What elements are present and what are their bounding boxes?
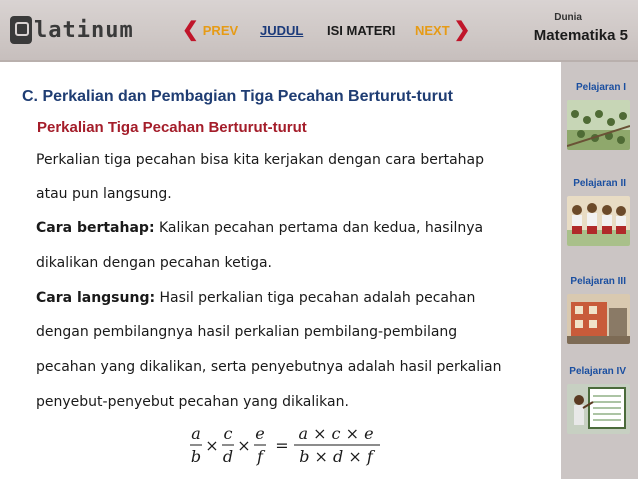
- formula-f: f: [257, 447, 263, 466]
- content-area: [0, 62, 561, 479]
- sidebar-item-pelajaran-4[interactable]: [561, 366, 638, 377]
- chart-board-scene-icon: [567, 384, 630, 434]
- prev-button[interactable]: [182, 18, 238, 42]
- sub-heading: Perkalian Tiga Pecahan Berturut-turut: [37, 119, 307, 136]
- isi-materi-link[interactable]: [327, 18, 395, 42]
- building-scene-icon: [567, 294, 630, 344]
- result-denominator: b × d × f: [299, 447, 373, 466]
- formula-c: c: [223, 424, 233, 443]
- sidebar-item-pelajaran-3[interactable]: [561, 276, 638, 287]
- formula-d: d: [222, 447, 234, 466]
- sidebar-item-pelajaran-2[interactable]: [561, 178, 638, 189]
- platinum-logo: [10, 14, 134, 46]
- farm-scene-icon: [567, 100, 630, 150]
- fraction-formula: [190, 422, 390, 472]
- paragraph-line: penyebut-penyebut pecahan yang dikalikan.: [36, 394, 349, 410]
- next-button[interactable]: [415, 18, 470, 42]
- sidebar-item-pelajaran-1[interactable]: [561, 82, 638, 93]
- book-title-main: Matematika 5: [533, 27, 628, 44]
- sidebar-item-label: Pelajaran I: [575, 82, 626, 93]
- cara-bertahap-label: Cara bertahap:: [36, 220, 155, 236]
- formula-e: e: [255, 424, 265, 443]
- formula-a: a: [191, 424, 201, 443]
- paragraph-line: dengan pembilangnya hasil perkalian pembilang-pembilang: [36, 324, 458, 340]
- logo-mark-icon: [10, 16, 32, 44]
- sidebar-item-label: Pelajaran II: [573, 178, 626, 189]
- formula-b: b: [190, 447, 202, 466]
- paragraph-line: atau pun langsung.: [36, 186, 172, 202]
- paragraph-text: Hasil perkalian tiga pecahan adalah pecahan: [155, 290, 476, 306]
- book-title-small: Dunia: [554, 12, 582, 23]
- paragraph-line: [36, 290, 556, 306]
- lesson-sidebar: [561, 62, 638, 479]
- isi-materi-label: ISI MATERI: [327, 22, 396, 38]
- book-title: [534, 12, 628, 44]
- sidebar-item-label: Pelajaran IV: [569, 366, 626, 377]
- paragraph-line: Perkalian tiga pecahan bisa kita kerjakan dengan cara bertahap: [36, 152, 484, 168]
- students-scene-icon: [567, 196, 630, 246]
- next-label: NEXT: [415, 22, 450, 38]
- cara-langsung-label: Cara langsung:: [36, 290, 156, 306]
- judul-label: JUDUL: [260, 22, 304, 38]
- section-heading: C. Perkalian dan Pembagian Tiga Pecahan Berturut-turut: [22, 88, 453, 105]
- equals-sign: =: [275, 436, 289, 455]
- paragraph-line: [36, 220, 556, 236]
- chevron-right-icon: ❯: [453, 19, 471, 41]
- times-sign: ×: [205, 436, 219, 455]
- paragraph-line: pecahan yang dikalikan, serta penyebutnya adalah hasil perkalian: [36, 359, 502, 375]
- sidebar-item-label: Pelajaran III: [570, 276, 626, 287]
- top-bar: [0, 0, 638, 62]
- judul-link[interactable]: [260, 18, 303, 42]
- result-numerator: a × c × e: [298, 424, 374, 443]
- paragraph-line: dikalikan dengan pecahan ketiga.: [36, 255, 272, 271]
- prev-label: PREV: [202, 22, 239, 38]
- paragraph-text: Kalikan pecahan pertama dan kedua, hasilnya: [154, 220, 484, 236]
- logo-text: latinum: [34, 17, 134, 43]
- times-sign: ×: [237, 436, 251, 455]
- chevron-left-icon: ❮: [182, 19, 199, 41]
